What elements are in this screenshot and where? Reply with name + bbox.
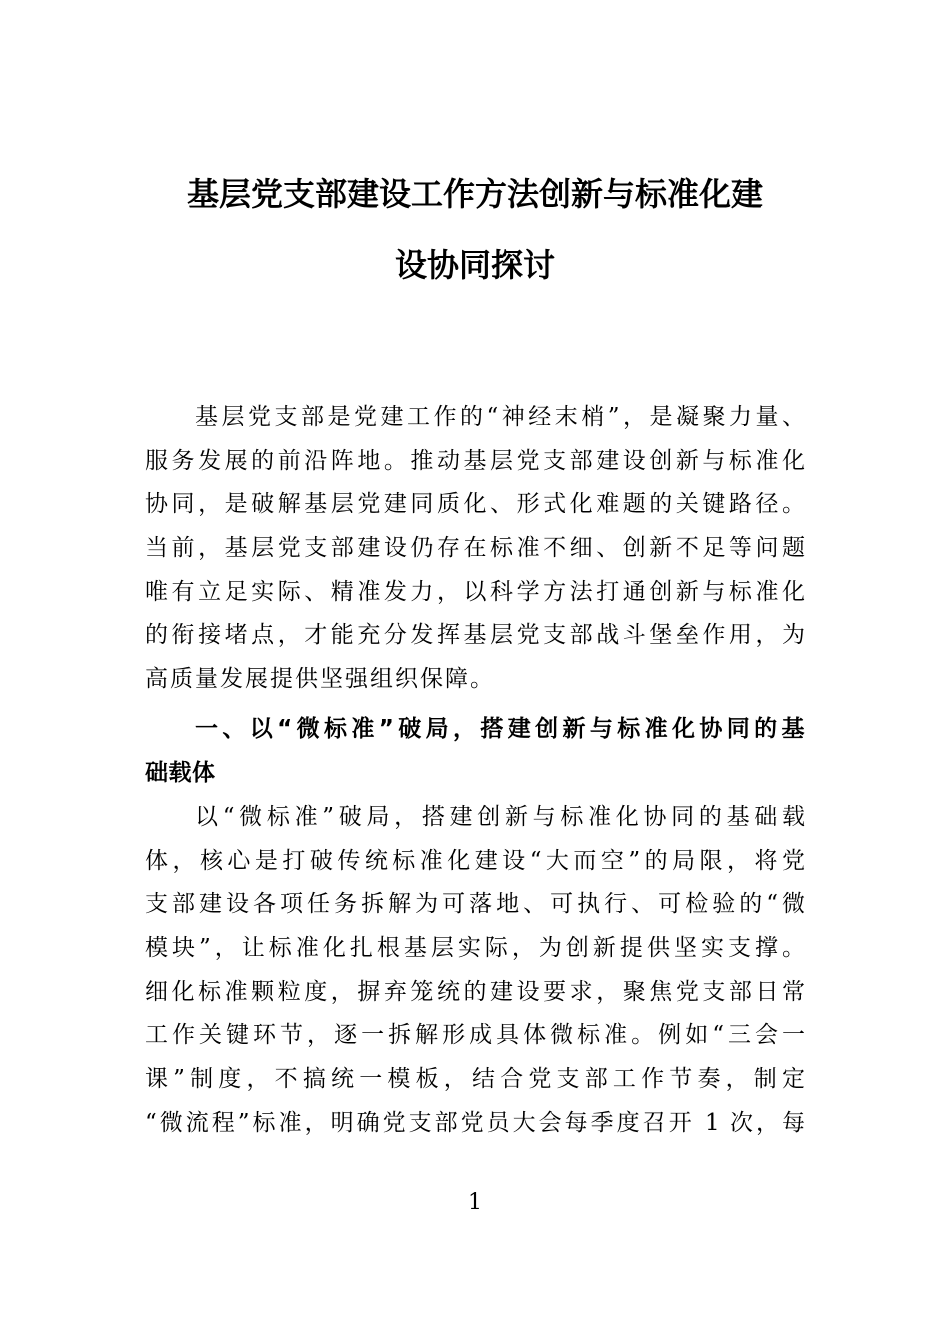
paragraph-line: 细化标准颗粒度，摒弃笼统的建设要求，聚焦党支部日常 (145, 978, 805, 1005)
paragraph-line: 的衔接堵点，才能充分发挥基层党支部战斗堡垒作用，为 (145, 622, 805, 649)
paragraph-line: 课”制度，不搞统一模板，结合党支部工作节奏，制定 (145, 1066, 805, 1093)
document-title (145, 172, 805, 314)
intro-paragraph (145, 396, 805, 702)
section-heading-1 (145, 708, 805, 795)
page-number: 1 (468, 1190, 482, 1215)
paragraph-line: “微流程”标准，明确党支部党员大会每季度召开 1 次，每 (145, 1109, 805, 1136)
paragraph-line: 当前，基层党支部建设仍存在标准不细、创新不足等问题 (145, 535, 805, 562)
paragraph-line: 体，核心是打破传统标准化建设“大而空”的局限，将党 (145, 847, 805, 874)
paragraph-line: 协同，是破解基层党建同质化、形式化难题的关键路径。 (145, 491, 805, 518)
heading-line: 础载体 (145, 759, 216, 786)
section-1-paragraph (145, 796, 805, 1146)
paragraph-line: 以“微标准”破局，搭建创新与标准化协同的基础载 (195, 804, 805, 830)
paragraph-line: 模块”，让标准化扎根基层实际，为创新提供坚实支撑。 (145, 935, 805, 962)
title-line-2: 设协同探讨 (394, 246, 555, 284)
paragraph-line: 高质量发展提供坚强组织保障。 (145, 666, 495, 693)
title-line-1: 基层党支部建设工作方法创新与标准化建 (186, 175, 763, 213)
paragraph-line: 服务发展的前沿阵地。推动基层党支部建设创新与标准化 (145, 447, 805, 474)
paragraph-line: 基层党支部是党建工作的“神经末梢”，是凝聚力量、 (195, 404, 805, 430)
paragraph-line: 工作关键环节，逐一拆解形成具体微标准。例如“三会一 (145, 1022, 805, 1049)
paragraph-line: 支部建设各项任务拆解为可落地、可执行、可检验的“微 (145, 891, 805, 918)
paragraph-line: 唯有立足实际、精准发力，以科学方法打通创新与标准化 (145, 578, 805, 605)
heading-line: 一、以“微标准”破局，搭建创新与标准化协同的基 (195, 716, 805, 742)
